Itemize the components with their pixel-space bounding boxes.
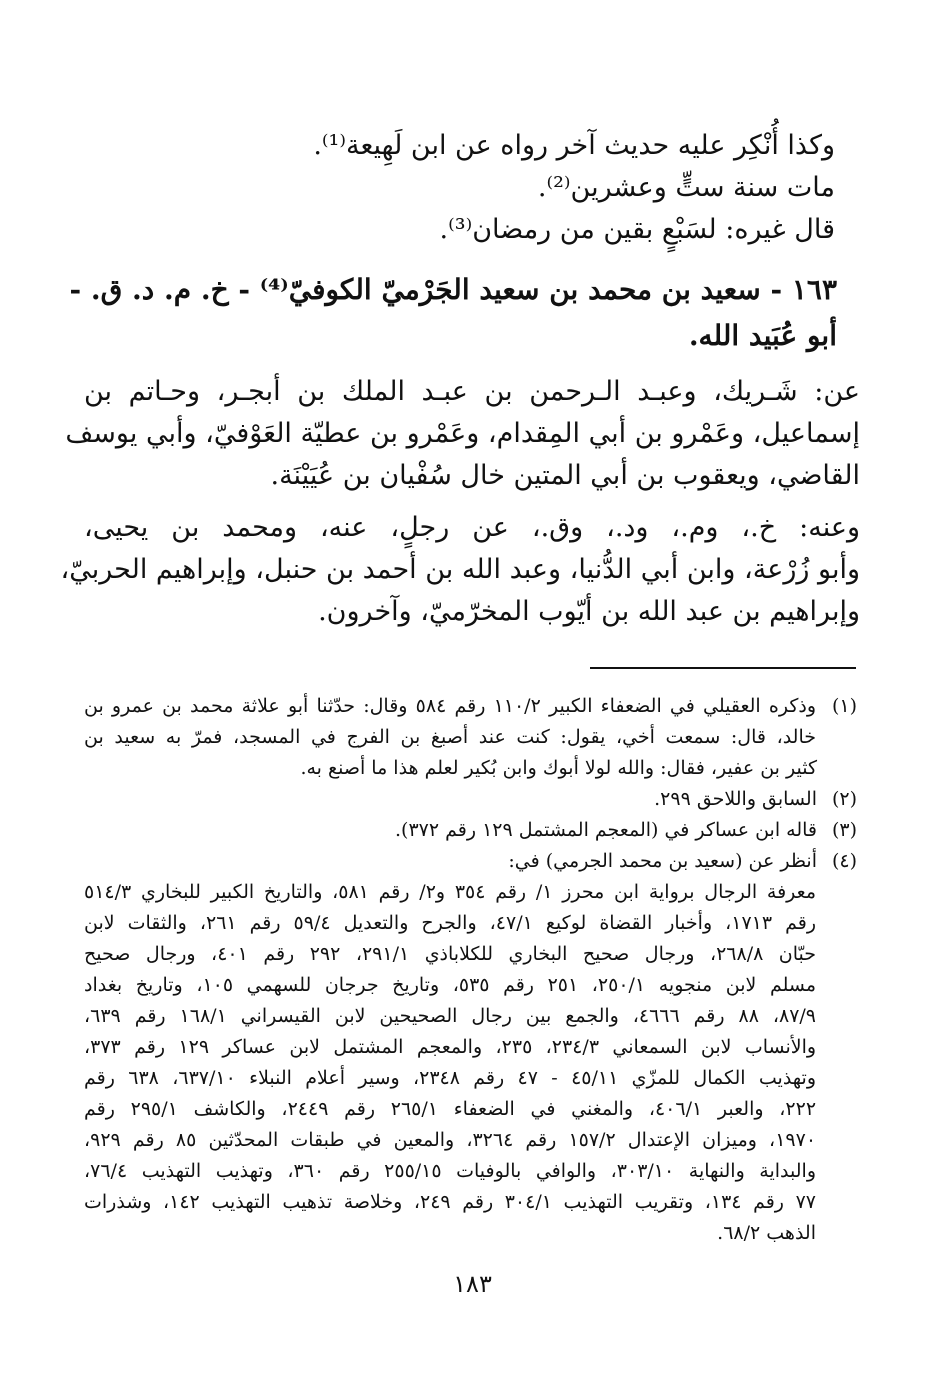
footnote-4-line-3: حبّان ٢٦٨/٨، ورجال صحيح البخاري للكلاباذي ٢٩١/١، ٢٩٢ رقم ٤٠١، ورجال صحيح <box>84 943 817 965</box>
teachers-line-3: القاضي، ويعقوب بن أبي المتين خال سُفْيان بن عُيَيْنَة. <box>270 460 860 491</box>
footnote-4-line-10: والبداية والنهاية ٣٠٣/١٠، والوافي بالوفيات ٢٥٥/١٥ رقم ٣٦٠، وتهذيب التهذيب ٧٦/٤، <box>84 1160 816 1182</box>
intro-line-3: قال غيره: لسَبْعٍ بقين من رمضان⁽³⁾. <box>439 214 835 245</box>
page-number: ١٨٣ <box>453 1270 492 1298</box>
footnote-4-intro: أنظر عن (سعيد بن محمد الجرمي) في: <box>508 850 817 872</box>
footnote-4-line-12: الذهب ٦٨/٢. <box>717 1222 816 1244</box>
footnote-3-text: قاله ابن عساكر في (المعجم المشتمل ١٢٩ رقم ٣٧٢). <box>395 819 817 841</box>
teachers-line-1: عن: شَـريك، وعبـد الـرحمن بن عبـد الملك بن أبجـر، وحـاتم بن <box>84 376 860 407</box>
teachers-line-2: إسماعيل، وعَمْرو بن أبي المِقدام، وعَمْرو بن عطيّة العَوْفيّ، وأبي يوسف <box>65 418 860 449</box>
intro-line-1: وكذا أُنْكِر عليه حديث آخر رواه عن ابن لَهِيعة⁽¹⁾. <box>313 130 835 161</box>
entry-heading-line-2: أبو عُبَيد الله. <box>688 319 837 352</box>
footnote-1-line-1: وذكره العقيلي في الضعفاء الكبير ١١٠/٢ رقم ٥٨٤ وقال: حدّثنا أبو علاثة محمد بن عمرو بن <box>84 695 817 717</box>
footnote-separator <box>590 667 856 669</box>
students-line-3: وإبراهيم بن عبد الله بن أيّوب المخرّميّ، وآخرون. <box>318 596 860 627</box>
students-line-2: وأبو زُرْعة، وابن أبي الدُّنيا، وعبد الله بن أحمد بن حنبل، وإبراهيم الحربيّ، <box>60 554 860 585</box>
footnote-1-line-2: خالد، قال: سمعت أخي، يقول: كنت عند أصبغ بن الفرج في المسجد، فمرّ به سعيد بن <box>84 726 816 748</box>
footnote-4-line-7: وتهذيب الكمال للمزّي ٤٥/١١ - ٤٧ رقم ٢٣٤٨، وسير أعلام النبلاء ٦٣٧/١٠، ٦٣٨ رقم <box>84 1067 817 1089</box>
footnote-2-number: (٢) <box>831 788 857 810</box>
entry-heading-line-1: ١٦٣ - سعيد بن محمد بن سعيد الجَرْميّ الكوفيّ⁽⁴⁾ - خ. م. د. ق. - <box>69 273 837 306</box>
footnote-4-line-8: ٢٢٢، والعبر ٤٠٦/١، والمغني في الضعفاء ٢٦٥/١ رقم ٢٤٤٩، والكاشف ٢٩٥/١ رقم <box>84 1098 817 1120</box>
footnote-3-number: (٣) <box>831 819 857 841</box>
footnote-4-line-1: معرفة الرجال برواية ابن محرز ١/ رقم ٣٥٤ و٢/ رقم ٥٨١، والتاريخ الكبير للبخاري ٥١٤/٣ <box>84 881 816 903</box>
footnote-4-line-11: ٧٧ رقم ١٣٤، وتقريب التهذيب ٣٠٤/١ رقم ٢٤٩، وخلاصة تذهيب التهذيب ١٤٢، وشذرات <box>84 1191 816 1213</box>
footnote-4-line-5: ٨٧/٩، ٨٨ رقم ٤٦٦٦، والجمع بين رجال الصحيحين لابن القيسراني ١٦٨/١ رقم ٦٣٩، <box>84 1005 817 1027</box>
students-line-1: وعنه: خ.، وم.، ود.، وق.، عن رجلٍ، عنه، ومحمد بن يحيى، <box>84 512 860 543</box>
footnote-4-line-9: ١٩٧٠، وميزان الإعتدال ١٥٧/٢ رقم ٣٢٦٤، والمعين في طبقات المحدّثين ٨٥ رقم ٩٢٩، <box>84 1129 817 1151</box>
footnote-4-number: (٤) <box>831 850 857 872</box>
footnote-2-text: السابق واللاحق ٢٩٩. <box>654 788 817 810</box>
footnote-4-line-2: رقم ١٧١٣، وأخبار القضاة لوكيع ٤٧/١، والجرح والتعديل ٥٩/٤ رقم ٢٦١، والثقات لابن <box>84 912 817 934</box>
footnote-1-line-3: كثير بن عفير، فقال: والله لولا أبوك وابن بُكير لعلم هذا ما أصنع به. <box>300 757 817 779</box>
footnote-4-line-4: مسلم لابن منجويه ٢٥٠/١، ٢٥١ رقم ٥٣٥، وتاريخ جرجان للسهمي ١٠٥، وتاريخ بغداد <box>84 974 817 996</box>
footnote-4-line-6: والأنساب لابن السمعاني ٢٣٤/٣، ٢٣٥، والمعجم المشتمل لابن عساكر ١٢٩ رقم ٣٧٣، <box>84 1036 817 1058</box>
footnote-1-number: (١) <box>831 695 857 717</box>
intro-line-2: مات سنة ستٍّ وعشرين⁽²⁾. <box>537 172 835 203</box>
